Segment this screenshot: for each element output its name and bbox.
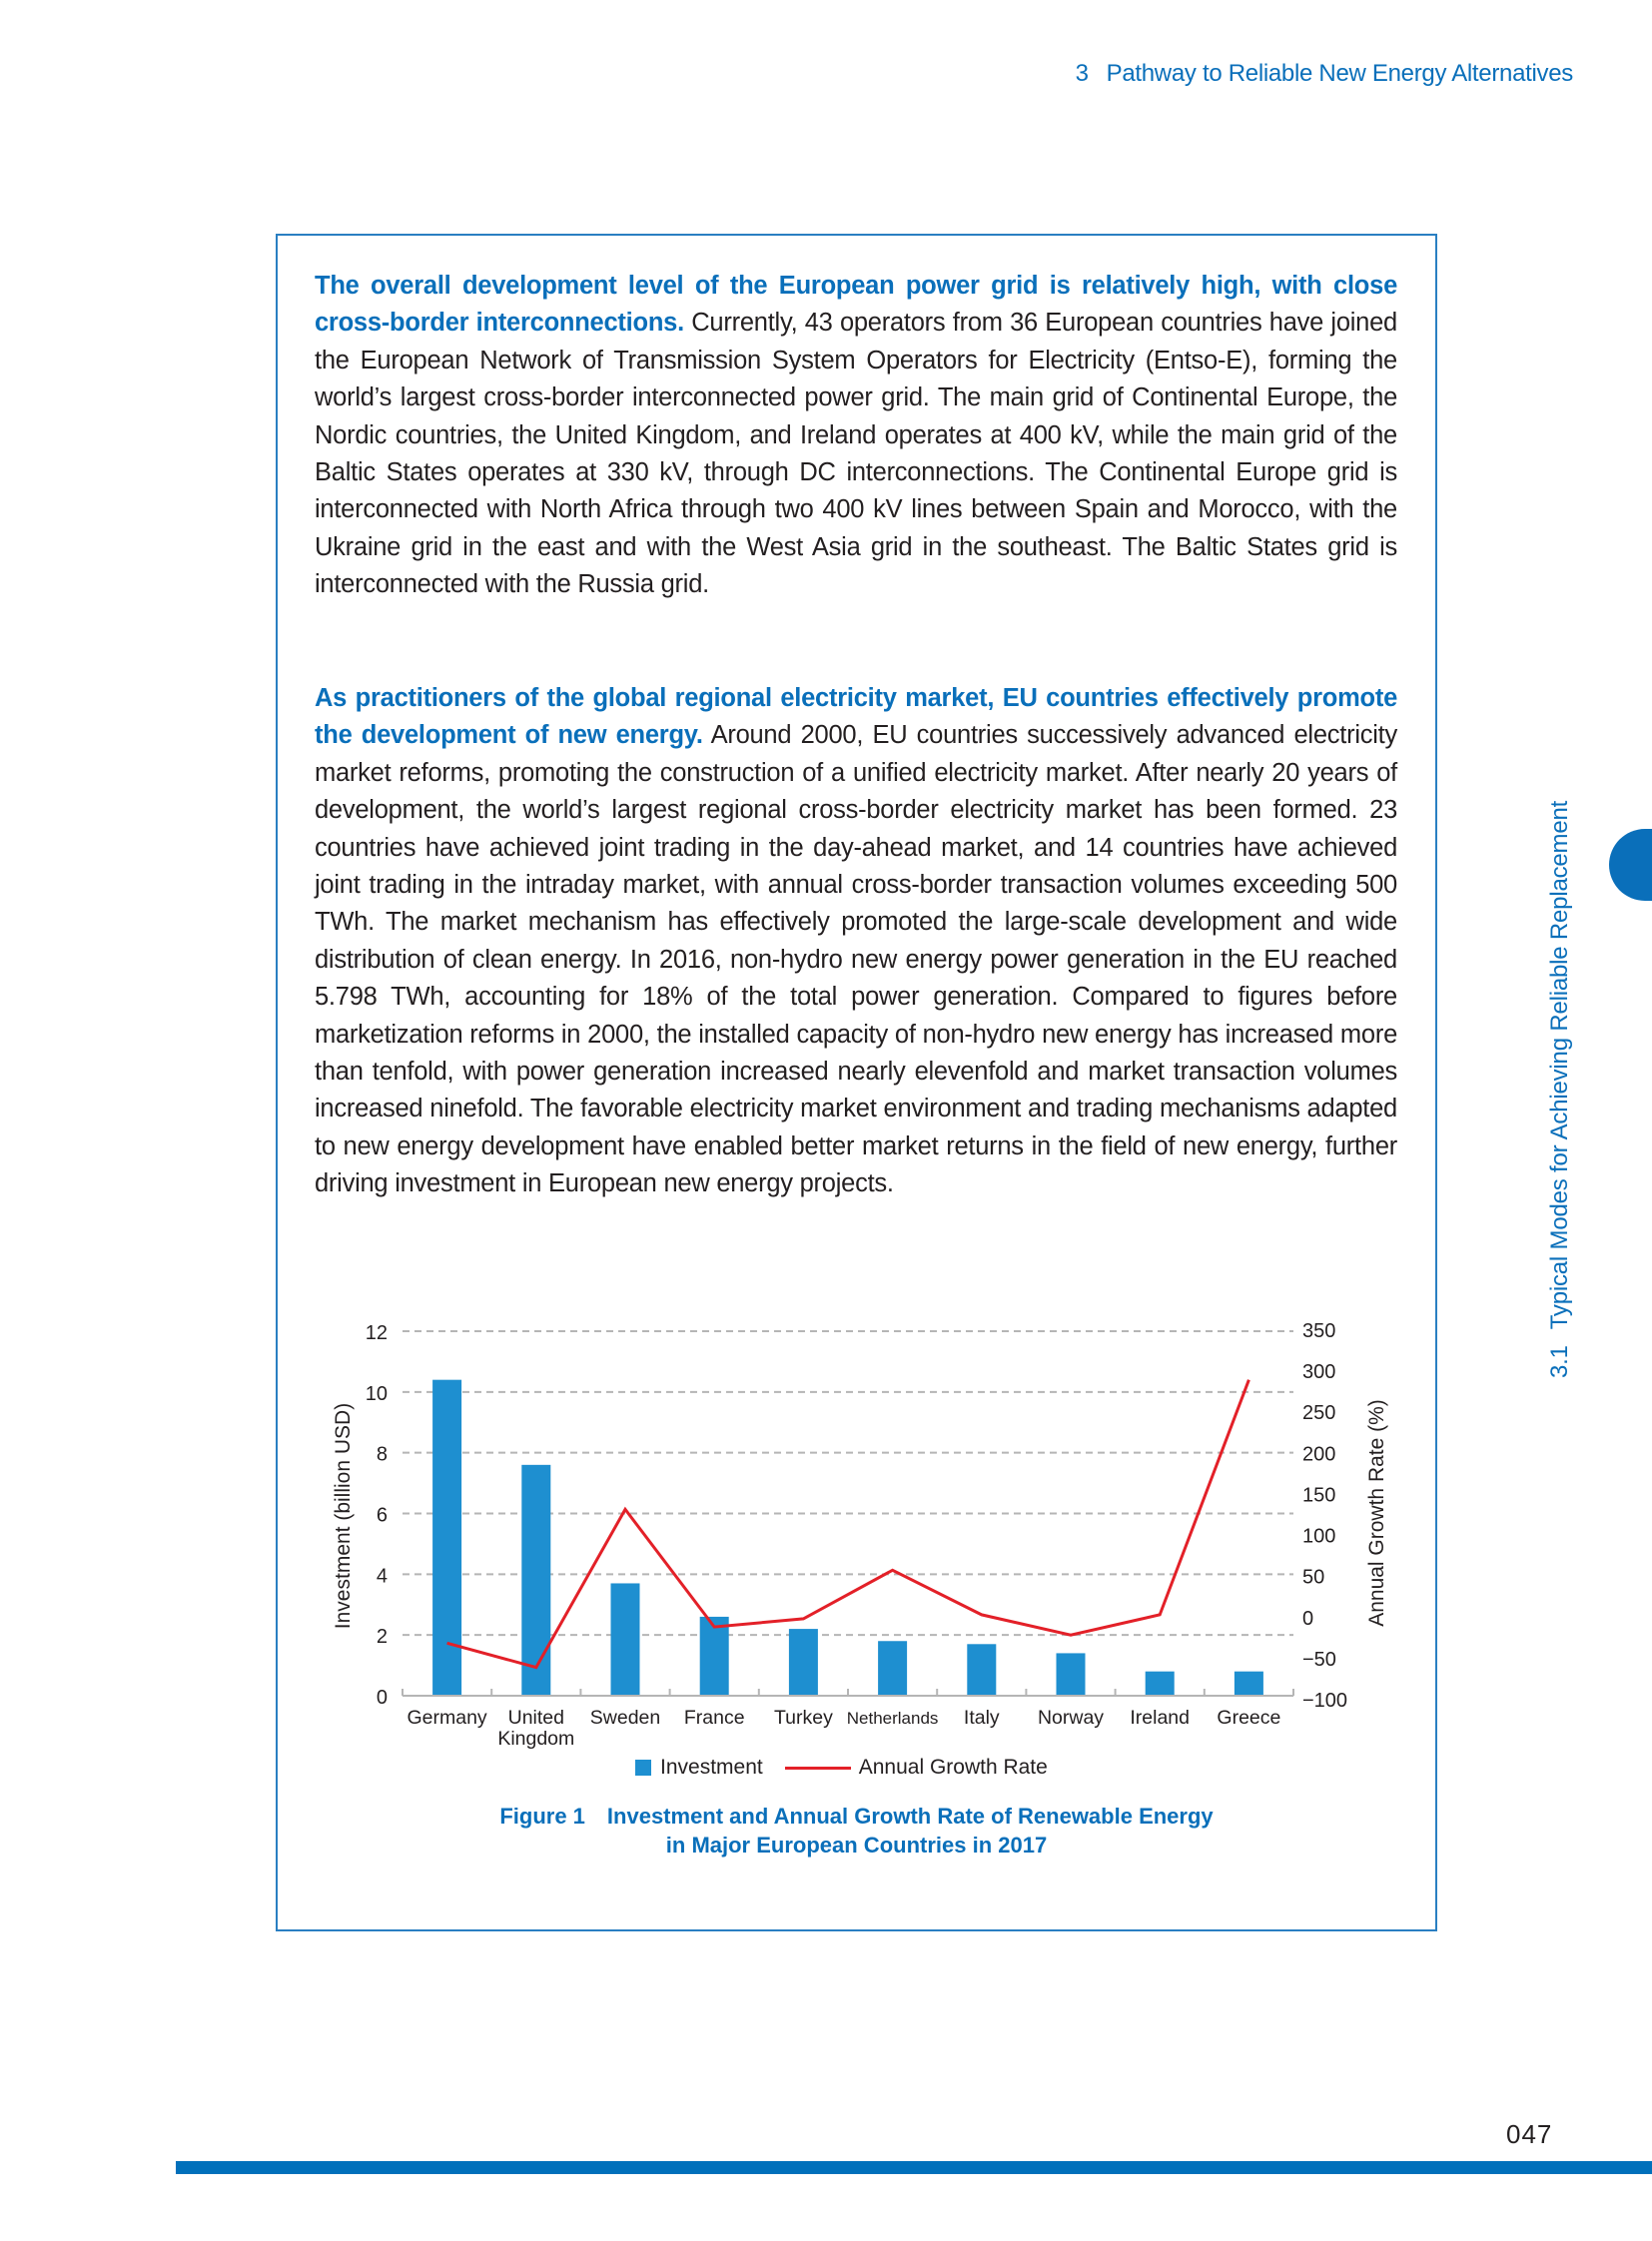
category-label: Netherlands xyxy=(846,1709,939,1728)
category-label: Ireland xyxy=(1130,1707,1191,1729)
left-axis-tick-label: 0 xyxy=(376,1687,388,1709)
left-axis-tick-label: 4 xyxy=(376,1565,388,1588)
right-axis-title: Annual Growth Rate (%) xyxy=(1365,1399,1388,1627)
paragraph-text: Currently, 43 operators from 36 European countries have joined the European Network of Transmission System Operators for Electricity (Entso-E), forming the world’s largest cross-border interconnected power grid. The main grid of Continental Europe, the Nordic countries, the United Kingdom, and Ireland operates at 400 kV, while the main grid of the Baltic States operates at 330 kV, through DC interconnections. The Continental Europe grid is interconnected with North Africa through two 400 kV lines between Spain and Morocco, with the Ukraine grid in the east and with the West Asia grid in the southeast. The Baltic States grid is interconnected with the Russia grid. xyxy=(315,309,1397,599)
category-label: Turkey xyxy=(773,1707,833,1729)
section-title: Typical Modes for Achieving Reliable Replacement xyxy=(1546,800,1573,1330)
right-axis-tick-label: 300 xyxy=(1302,1361,1336,1384)
category-label: Sweden xyxy=(589,1707,661,1729)
figure-title-line1: Investment and Annual Growth Rate of Renewable Energy xyxy=(606,1804,1214,1829)
figure-number: Figure 1 xyxy=(499,1804,585,1829)
right-axis-tick-label: 50 xyxy=(1302,1566,1325,1589)
section-number: 3.1 xyxy=(1546,1345,1573,1378)
right-axis-tick-label: 200 xyxy=(1302,1443,1336,1466)
right-axis-tick-label: 0 xyxy=(1302,1607,1314,1630)
section-tab-marker xyxy=(1609,829,1652,901)
chapter-title: Pathway to Reliable New Energy Alternatives xyxy=(1106,60,1573,87)
right-axis-tick-label: 350 xyxy=(1302,1320,1336,1342)
growth-legend-swatch xyxy=(785,1767,851,1770)
figure-title-line2: in Major European Countries in 2017 xyxy=(665,1833,1048,1858)
right-axis-tick-label: 250 xyxy=(1302,1402,1336,1425)
left-axis-tick-label: 2 xyxy=(376,1626,388,1649)
paragraph-lead: The overall development level of the European power grid is relatively high, with close cross-border interconnections. xyxy=(315,272,1397,338)
right-axis-tick-label: −100 xyxy=(1302,1690,1348,1712)
left-axis-title: Investment (billion USD) xyxy=(332,1402,355,1630)
right-axis-tick-label: 100 xyxy=(1302,1525,1336,1548)
category-label: Germany xyxy=(407,1707,487,1729)
right-axis-tick-label: 150 xyxy=(1302,1484,1336,1507)
investment-legend-label: Investment xyxy=(660,1756,763,1779)
chart-legend xyxy=(635,1754,1048,1782)
category-label: Norway xyxy=(1037,1707,1105,1729)
paragraph-grid-overview xyxy=(315,268,1397,604)
paragraph-text: Around 2000, EU countries successively advanced electricity market reforms, promoting the construction of a unified electricity market. After nearly 20 years of development, the world’s largest regional cross-border electricity market has been formed. 23 countries have achieved joint trading in the day-ahead market, and 14 countries have achieved joint trading in the intraday market, with annual cross-border transaction volumes exceeding 500 TWh. The market mechanism has effectively promoted the large-scale development and wide distribution of clean energy. In 2016, non-hydro new energy power generation in the EU reached 5.798 TWh, accounting for 18% of the total power generation. Compared to figures before marketization reforms in 2000, the installed capacity of non-hydro new energy has increased more than tenfold, with power generation increased nearly elevenfold and market transaction volumes increased ninefold. The favorable electricity market environment and trading mechanisms adapted to new energy development have enabled better market returns in the field of new energy, further driving investment in European new energy projects. xyxy=(315,721,1397,1198)
category-label: Italy xyxy=(963,1707,1000,1729)
category-label: France xyxy=(683,1707,745,1729)
running-header xyxy=(1076,60,1573,88)
right-axis-tick-label: −50 xyxy=(1302,1648,1336,1671)
category-label: Kingdom xyxy=(497,1728,575,1750)
chapter-number: 3 xyxy=(1075,60,1089,87)
investment-legend-swatch xyxy=(635,1760,651,1776)
left-axis-tick-label: 6 xyxy=(376,1504,388,1527)
paragraph-market-development xyxy=(315,680,1397,1203)
footer-bar xyxy=(176,2161,1652,2174)
category-label: United xyxy=(507,1707,564,1729)
left-axis-tick-label: 12 xyxy=(365,1322,388,1344)
paragraph-lead: As practitioners of the global regional electricity market, EU countries effectively promote the development of new energy. xyxy=(315,684,1397,750)
left-axis-tick-label: 10 xyxy=(365,1382,388,1405)
figure-caption xyxy=(276,1802,1437,1860)
side-section-title xyxy=(1546,801,1574,1378)
growth-legend-label: Annual Growth Rate xyxy=(858,1756,1048,1779)
category-label: Greece xyxy=(1217,1707,1281,1729)
left-axis-tick-label: 8 xyxy=(376,1443,388,1466)
page-number: 047 xyxy=(1506,2119,1553,2149)
